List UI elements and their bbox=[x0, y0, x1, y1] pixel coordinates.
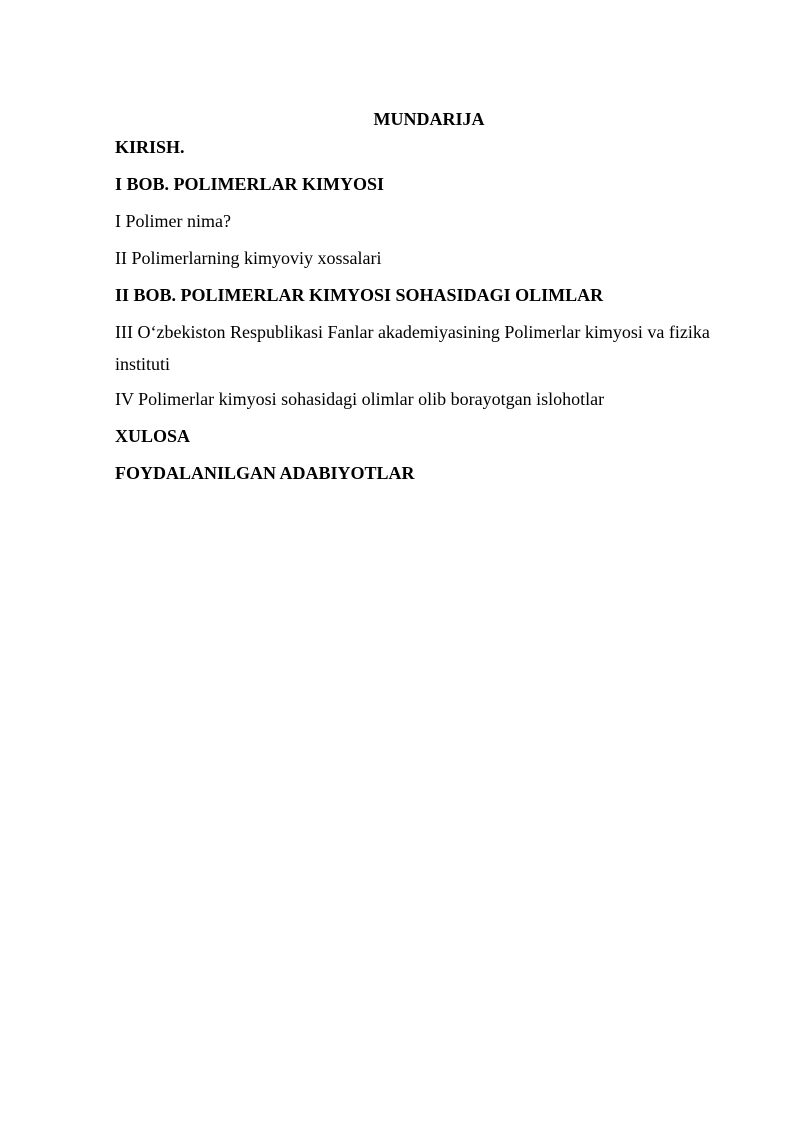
toc-title: MUNDARIJA bbox=[373, 109, 485, 129]
toc-entry-section-4: IV Polimerlar kimyosi sohasidagi olimlar olib borayotgan islohotlar bbox=[115, 389, 605, 409]
toc-entry-section-3: III O‘zbekiston Respublikasi Fanlar akademiyasining Polimerlar kimyosi va fizika instituti bbox=[115, 322, 710, 374]
toc-entry-references: FOYDALANILGAN ADABIYOTLAR bbox=[115, 463, 415, 483]
table-of-contents bbox=[115, 106, 755, 497]
toc-entry-introduction: KIRISH. bbox=[115, 137, 185, 157]
toc-entry-chapter-2: II BOB. POLIMERLAR KIMYOSI SOHASIDAGI OLIMLAR bbox=[115, 285, 604, 305]
toc-entry-section-2: II Polimerlarning kimyoviy xossalari bbox=[115, 248, 382, 268]
toc-entry-chapter-1: I BOB. POLIMERLAR KIMYOSI bbox=[115, 174, 385, 194]
toc-entry-conclusion: XULOSA bbox=[115, 426, 191, 446]
toc-entry-section-1: I Polimer nima? bbox=[115, 211, 231, 231]
